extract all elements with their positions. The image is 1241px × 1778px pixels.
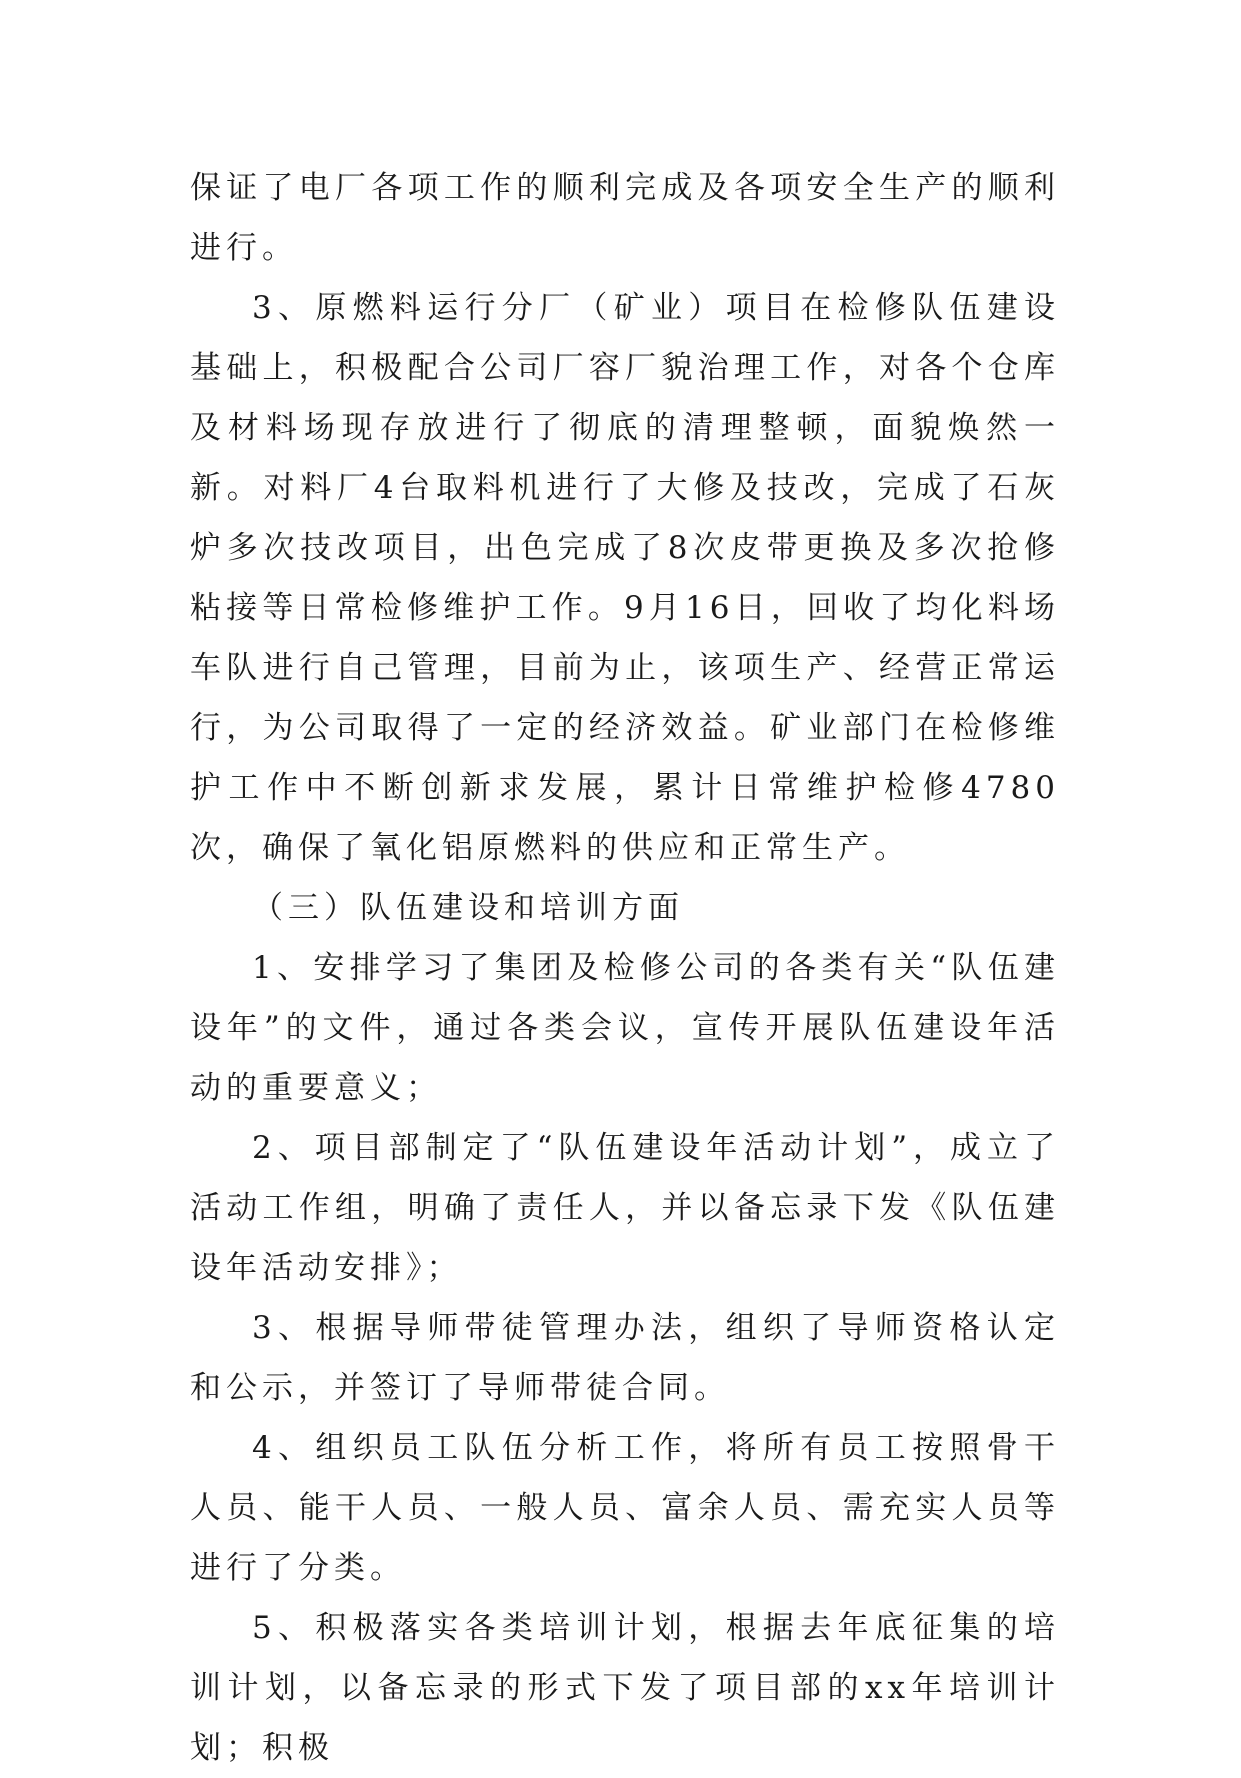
- paragraph-2: 3、原燃料运行分厂（矿业）项目在检修队伍建设基础上，积极配合公司厂容厂貌治理工作，对各个仓库及材料场现存放进行了彻底的清理整顿，面貌焕然一新。对料厂4台取料机进行了大修及技改，完成了石灰炉多次技改项目，出色完成了8次皮带更换及多次抢修粘接等日常检修维护工作。9月16日，回收了均化料场车队进行自己管理，目前为止，该项生产、经营正常运行，为公司取得了一定的经济效益。矿业部门在检修维护工作中不断创新求发展，累计日常维护检修4780次，确保了氧化铝原燃料的供应和正常生产。: [190, 290, 1060, 866]
- document-body: [190, 158, 1060, 1778]
- section-heading: （三）队伍建设和培训方面: [252, 890, 684, 926]
- paragraph-4: 2、项目部制定了“队伍建设年活动计划”，成立了活动工作组，明确了责任人，并以备忘录下发《队伍建设年活动安排》；: [190, 1130, 1060, 1286]
- paragraph-3: 1、安排学习了集团及检修公司的各类有关“队伍建设年”的文件，通过各类会议，宣传开展队伍建设年活动的重要意义；: [190, 950, 1060, 1106]
- paragraph-7: 5、积极落实各类培训计划，根据去年底征集的培训计划，以备忘录的形式下发了项目部的xx年培训计划；积极: [190, 1610, 1060, 1766]
- paragraph-6: 4、组织员工队伍分析工作，将所有员工按照骨干人员、能干人员、一般人员、富余人员、需充实人员等进行了分类。: [190, 1430, 1060, 1586]
- paragraph-1: 保证了电厂各项工作的顺利完成及各项安全生产的顺利进行。: [190, 170, 1060, 266]
- paragraph-5: 3、根据导师带徒管理办法，组织了导师资格认定和公示，并签订了导师带徒合同。: [190, 1310, 1060, 1406]
